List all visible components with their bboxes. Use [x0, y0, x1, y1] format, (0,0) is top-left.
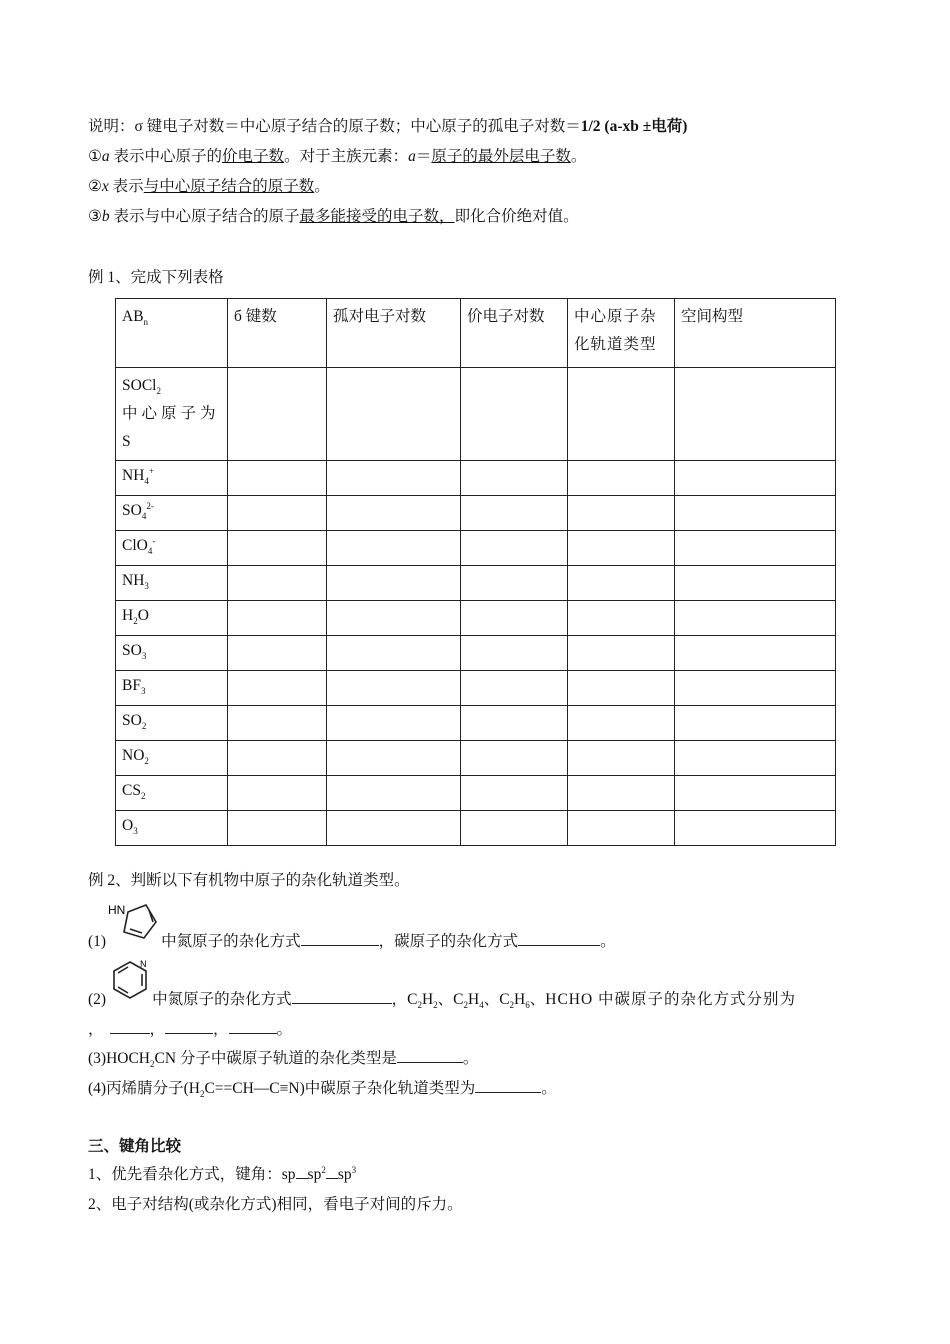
lone-pair-formula: 1/2 (a-xb ±电荷) — [580, 118, 688, 135]
answer-cell[interactable] — [327, 776, 461, 811]
answer-blank[interactable] — [165, 1018, 213, 1034]
answer-cell[interactable] — [327, 368, 461, 461]
formula: SO — [122, 502, 142, 519]
answer-cell[interactable] — [327, 601, 461, 636]
answer-cell[interactable] — [228, 671, 327, 706]
answer-cell[interactable] — [228, 496, 327, 531]
q1-line — [88, 930, 616, 952]
formula-cell — [116, 811, 228, 846]
answer-cell[interactable] — [675, 566, 836, 601]
text: 中氮原子的杂化方式 — [161, 933, 301, 950]
answer-cell[interactable] — [461, 811, 568, 846]
table-row — [116, 636, 836, 671]
answer-cell[interactable] — [461, 741, 568, 776]
table-header-row — [116, 299, 836, 368]
answer-cell[interactable] — [675, 368, 836, 461]
formula-cell — [116, 741, 228, 776]
answer-blank[interactable] — [397, 1047, 463, 1063]
section3-item-2: 2、电子对结构(或杂化方式)相同，看电子对间的斥力。 — [88, 1196, 463, 1213]
pyridine-label: N — [140, 959, 147, 969]
text: ，C — [391, 991, 418, 1008]
subscript: 3 — [140, 686, 146, 697]
text: CN 分子中碳原子轨道的杂化类型是 — [154, 1050, 397, 1067]
answer-blank[interactable] — [518, 930, 600, 946]
formula-cell — [116, 636, 228, 671]
answer-cell[interactable] — [461, 671, 568, 706]
answer-cell[interactable] — [568, 601, 675, 636]
text: 表示中心原子的 — [109, 148, 223, 165]
answer-cell[interactable] — [461, 531, 568, 566]
answer-cell[interactable] — [461, 461, 568, 496]
answer-cell[interactable] — [327, 671, 461, 706]
text: ， — [149, 1021, 166, 1038]
formula: BF — [122, 677, 141, 694]
answer-cell[interactable] — [568, 776, 675, 811]
note: S — [122, 433, 131, 450]
table-row — [116, 671, 836, 706]
header-cell: 空间构型 — [675, 299, 836, 368]
subscript: 2 — [156, 386, 161, 397]
header-cell: 中心原子杂化轨道类型 — [568, 299, 675, 368]
compare-blank[interactable] — [326, 1165, 338, 1179]
table-row — [116, 811, 836, 846]
text: 1、优先看杂化方式，键角：sp — [88, 1166, 296, 1183]
text: ＝ — [415, 148, 432, 165]
formula-cell — [116, 706, 228, 741]
text: 表示与中心原子结合的原子 — [109, 208, 300, 225]
answer-cell[interactable] — [675, 531, 836, 566]
var-a: a — [101, 148, 110, 165]
table-row — [116, 461, 836, 496]
table-row — [116, 496, 836, 531]
answer-cell[interactable] — [461, 776, 568, 811]
subscript: 2 — [140, 791, 146, 802]
text: 。 — [462, 1050, 479, 1067]
formula-cell — [116, 461, 228, 496]
underlined-term: 价电子数 — [222, 148, 285, 165]
header-cell: б 键数 — [228, 299, 327, 368]
text: ， — [88, 1021, 104, 1038]
text: sp — [307, 1166, 322, 1183]
formula-cell — [116, 601, 228, 636]
example2-title: 例 2、判断以下有机物中原子的杂化轨道类型。 — [88, 872, 410, 889]
underlined-term: 最多能接受的电子数， — [299, 208, 455, 225]
answer-cell[interactable] — [675, 741, 836, 776]
formula-cell — [116, 776, 228, 811]
var-a: a — [408, 148, 416, 165]
circled-number: ③ — [88, 208, 102, 225]
subscript: 3 — [133, 826, 138, 837]
formula: NO — [122, 747, 145, 764]
answer-cell[interactable] — [568, 496, 675, 531]
var-b: b — [101, 208, 110, 225]
compare-blank[interactable] — [296, 1165, 308, 1179]
var-x: x — [101, 178, 109, 195]
subscript: 3 — [141, 651, 147, 662]
hybridization-table — [115, 298, 836, 846]
text: 。 — [314, 178, 330, 195]
intro-line-1 — [88, 117, 687, 137]
answer-cell[interactable] — [228, 461, 327, 496]
header-cell: $AB_n$ — [116, 299, 228, 368]
subscript: 4 — [144, 476, 149, 487]
answer-cell[interactable] — [228, 811, 327, 846]
formula-cell — [116, 531, 228, 566]
text: HCHO 中碳原子的杂化方式分别为 — [545, 991, 797, 1008]
answer-blank[interactable] — [292, 988, 392, 1004]
answer-cell[interactable] — [675, 776, 836, 811]
intro-line-2 — [88, 147, 586, 167]
formula-cell — [116, 566, 228, 601]
answer-cell[interactable] — [568, 741, 675, 776]
superscript: 2- — [146, 500, 154, 511]
text: 即化合价绝对值。 — [454, 208, 579, 225]
answer-cell[interactable] — [228, 531, 327, 566]
formula: ClO — [122, 537, 148, 554]
answer-cell[interactable] — [327, 741, 461, 776]
answer-cell[interactable] — [327, 811, 461, 846]
answer-cell[interactable] — [327, 566, 461, 601]
subscript: 4 — [141, 511, 147, 522]
superscript: - — [152, 535, 156, 546]
intro-text: 说明：σ 键电子对数＝中心原子结合的原子数；中心原子的孤电子对数＝ — [88, 118, 581, 135]
answer-cell[interactable] — [327, 496, 461, 531]
formula-cell — [116, 671, 228, 706]
answer-cell[interactable] — [568, 671, 675, 706]
answer-cell[interactable] — [461, 368, 568, 461]
intro-line-4 — [88, 207, 579, 227]
circled-number: ① — [88, 148, 102, 165]
table-row — [116, 776, 836, 811]
answer-cell[interactable] — [568, 461, 675, 496]
answer-cell[interactable] — [568, 531, 675, 566]
answer-cell[interactable] — [461, 496, 568, 531]
pyrrole-label: HN — [108, 903, 126, 917]
answer-cell[interactable] — [461, 601, 568, 636]
answer-cell[interactable] — [675, 671, 836, 706]
answer-cell[interactable] — [228, 706, 327, 741]
subscript: 2 — [141, 721, 147, 732]
formula: CS — [122, 782, 141, 799]
text: (4)丙烯腈分子(H — [88, 1080, 200, 1097]
answer-cell[interactable] — [675, 636, 836, 671]
answer-cell[interactable] — [327, 706, 461, 741]
formula-cell — [116, 496, 228, 531]
answer-cell[interactable] — [327, 636, 461, 671]
table-row — [116, 531, 836, 566]
answer-cell[interactable] — [568, 636, 675, 671]
answer-cell[interactable] — [461, 706, 568, 741]
text: C==CH—C≡N)中碳原子杂化轨道类型为 — [204, 1080, 476, 1097]
table-row — [116, 368, 836, 461]
answer-cell[interactable] — [327, 461, 461, 496]
answer-cell[interactable] — [568, 811, 675, 846]
answer-cell[interactable] — [675, 706, 836, 741]
answer-cell[interactable] — [327, 531, 461, 566]
answer-blank[interactable] — [110, 1018, 150, 1034]
text: 。对于主族元素： — [284, 148, 409, 165]
answer-cell[interactable] — [461, 636, 568, 671]
table-row — [116, 741, 836, 776]
answer-cell[interactable] — [228, 776, 327, 811]
answer-cell[interactable] — [228, 368, 327, 461]
answer-cell[interactable] — [568, 706, 675, 741]
answer-cell[interactable] — [675, 811, 836, 846]
formula: O — [122, 817, 134, 834]
formula: SOCl — [122, 377, 157, 394]
text: 中氮原子的杂化方式 — [152, 991, 292, 1008]
section3-title: 三、键角比较 — [88, 1138, 182, 1155]
formula-cell — [116, 368, 228, 461]
subscript: 4 — [147, 546, 153, 557]
text: 。 — [541, 1080, 557, 1097]
q2-line: (2) 中氮原子的杂化方式 ，$C_2H_2$、$C_2H_4$、$C_2H_6$、HCHO 中碳原子的杂化方式分别为 — [88, 988, 796, 1010]
formula: SO — [122, 712, 142, 729]
q3-line: $(3)HOCH_2CN$ 分子中碳原子轨道的杂化类型是 。 — [88, 1047, 478, 1069]
answer-cell[interactable] — [228, 741, 327, 776]
subscript: 2 — [133, 616, 138, 627]
answer-cell[interactable] — [568, 368, 675, 461]
formula: NH — [122, 467, 145, 484]
answer-cell[interactable] — [228, 636, 327, 671]
subscript: 2 — [144, 756, 149, 767]
text: ， — [213, 1021, 229, 1038]
underlined-term: 与中心原子结合的原子数 — [143, 178, 315, 195]
subscript: 3 — [144, 581, 149, 592]
formula: NH — [122, 572, 145, 589]
answer-cell[interactable] — [228, 566, 327, 601]
text: 。 — [570, 148, 587, 165]
q-number: (1) — [88, 933, 107, 950]
answer-cell[interactable] — [228, 601, 327, 636]
table-row — [116, 706, 836, 741]
answer-cell[interactable] — [675, 601, 836, 636]
section3-item-1: 1、优先看杂化方式，键角：sp $sp^2$ $sp^3$ — [88, 1164, 357, 1183]
underlined-term: 原子的最外层电子数 — [431, 148, 571, 165]
answer-cell[interactable] — [675, 496, 836, 531]
text: (3)HOCH — [88, 1050, 150, 1067]
table-row — [116, 566, 836, 601]
answer-blank[interactable] — [301, 930, 379, 946]
example1-title: 例 1、完成下列表格 — [88, 269, 224, 286]
q2-line-2 — [88, 1018, 292, 1040]
formula: H — [122, 607, 134, 624]
answer-blank[interactable] — [475, 1077, 541, 1093]
answer-cell[interactable] — [568, 566, 675, 601]
header-cell: 孤对电子对数 — [327, 299, 461, 368]
formula: SO — [122, 642, 142, 659]
formula-tail: O — [137, 607, 149, 624]
answer-cell[interactable] — [675, 461, 836, 496]
q4-line: (4)丙烯腈分子$(H_2C==CH—C\equiv N)$中碳原子杂化轨道类型为 。 — [88, 1077, 557, 1099]
text: ，碳原子的杂化方式 — [378, 933, 519, 950]
note: 中心原子为 — [122, 405, 220, 422]
answer-cell[interactable] — [461, 566, 568, 601]
superscript: + — [148, 465, 154, 476]
table-row — [116, 601, 836, 636]
text: 。 — [600, 933, 616, 950]
q-number: (2) — [88, 991, 107, 1008]
intro-line-3 — [88, 177, 330, 197]
text: sp — [337, 1166, 352, 1183]
text: 表示 — [108, 178, 144, 195]
circled-number: ② — [88, 178, 102, 195]
text: 。 — [276, 1021, 293, 1038]
header-cell: 价电子对数 — [461, 299, 568, 368]
answer-blank[interactable] — [229, 1018, 277, 1034]
